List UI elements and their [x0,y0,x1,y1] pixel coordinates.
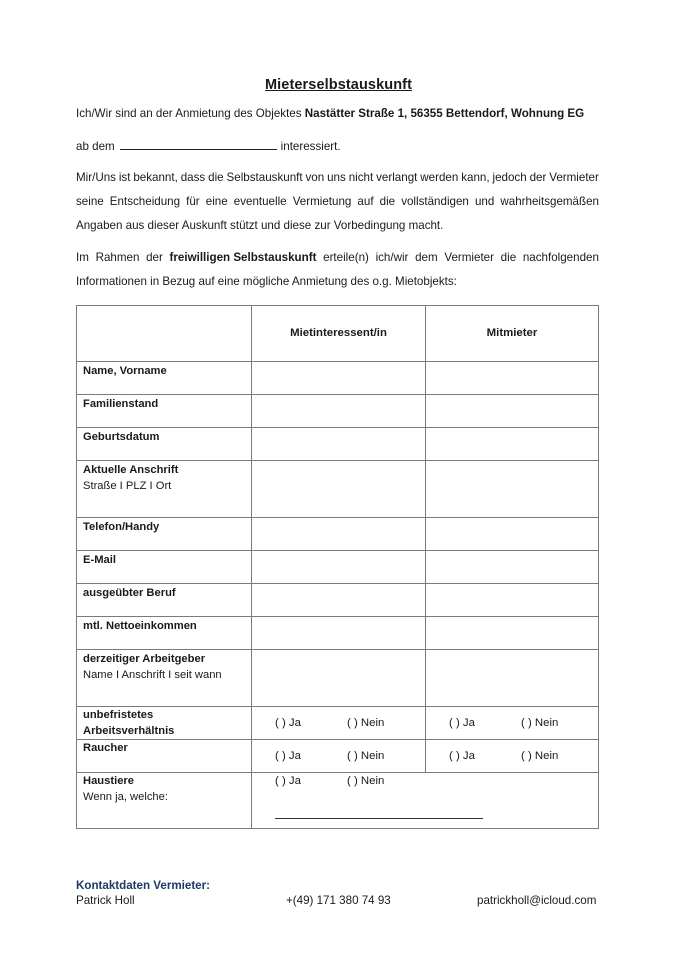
intro-line [76,107,584,120]
word: der [529,171,547,184]
word: Mir/Uns [76,171,116,184]
co-tenant-name-cell[interactable] [426,362,598,394]
date-suffix: interessiert. [280,140,341,153]
row-label-phone: Telefon/Handy [83,521,160,533]
word: ich/wir [375,251,409,264]
word: Selbstauskunft [226,171,303,184]
row-label-permanent-employment: unbefristetes Arbeitsverhältnis [83,709,175,737]
landlord-phone: +(49) 171 380 74 93 [286,894,391,907]
applicant-name-cell[interactable] [252,362,425,394]
word: die [379,195,396,208]
permanent-employment-applicant-no[interactable]: ( ) Nein [347,717,385,729]
word: Rahmen [95,251,140,264]
smoker-applicant-no[interactable]: ( ) Nein [347,750,385,762]
column-header-applicant: Mietinteressent/in [290,327,387,339]
word: für [186,195,200,208]
intro-prefix: Ich/Wir sind an der Anmietung des Objektes [76,107,305,120]
word: seine [76,195,104,208]
word: eine [205,195,228,208]
word: und [474,195,495,208]
word: von [305,171,325,184]
word: erteile(n) [323,251,369,264]
permanent-employment-co-tenant-yes[interactable]: ( ) Ja [449,717,475,729]
date-blank-field[interactable] [120,139,277,150]
landlord-contact-heading: Kontaktdaten Vermieter: [76,879,211,892]
permanent-employment-applicant-yes[interactable]: ( ) Ja [275,717,301,729]
word: Vermieter [549,171,599,184]
pets-which-blank-field[interactable] [275,818,483,819]
word: uns [327,171,346,184]
word: Vermietung [292,195,352,208]
row-label-net-income: mtl. Nettoeinkommen [83,620,197,632]
row-label-email: E-Mail [83,554,116,566]
word: ist [118,171,131,184]
word: dem [415,251,438,264]
row-label-occupation: ausgeübter Beruf [83,587,176,599]
row-label-name: Name, Vorname [83,365,167,377]
row-label-marital-status: Familienstand [83,398,159,410]
word: nicht [348,171,374,184]
row-label-address: Aktuelle Anschrift Straße I PLZ I Ort [83,464,179,492]
landlord-name: Patrick Holl [76,894,135,907]
smoker-co-tenant-no[interactable]: ( ) Nein [521,750,559,762]
self-disclosure-table [76,305,599,829]
object-address: Nastätter Straße 1, 56355 Bettendorf, Wohnung EG [304,107,585,120]
smoker-co-tenant-yes[interactable]: ( ) Ja [449,750,475,762]
row-label-birthdate: Geburtsdatum [83,431,160,443]
date-line [76,139,341,153]
word: freiwilligen Selbstauskunft [169,251,317,264]
word: nachfolgenden [522,251,599,264]
word: wahrheitsgemäßen [500,195,599,208]
paragraph1-line2 [76,195,599,208]
landlord-email: patrickholl@icloud.com [477,894,597,907]
date-prefix: ab dem [76,140,115,153]
word: Vermieter [444,251,494,264]
word: Entscheidung [109,195,181,208]
pets-yes[interactable]: ( ) Ja [275,775,301,787]
word: werden [420,171,459,184]
word: bekannt, [133,171,178,184]
word: kann, [461,171,490,184]
column-header-co-tenant: Mitmieter [486,327,538,339]
row-label-pets: Haustiere Wenn ja, welche: [83,775,168,803]
word: die [208,171,224,184]
smoker-applicant-yes[interactable]: ( ) Ja [275,750,301,762]
permanent-employment-co-tenant-no[interactable]: ( ) Nein [521,717,559,729]
word: der [146,251,163,264]
pets-no[interactable]: ( ) Nein [347,775,385,787]
word: die [500,251,517,264]
word: jedoch [492,171,527,184]
word: auf [357,195,374,208]
row-label-smoker: Raucher [83,742,128,754]
paragraph2-line1 [76,251,599,264]
paragraph1-line3: Angaben aus dieser Auskunft stützt und diese zur Vorbedingung macht. [76,219,444,232]
word: dass [180,171,206,184]
paragraph2-line2: Informationen in Bezug auf eine mögliche Anmietung des o.g. Mietobjekts: [76,275,457,288]
word: eventuelle [233,195,287,208]
document-title: Mieterselbstauskunft [264,77,413,93]
paragraph1-line1 [76,171,599,184]
word: verlangt [376,171,418,184]
word: vollständigen [401,195,469,208]
row-label-employer: derzeitiger Arbeitgeber Name I Anschrift I seit wann [83,653,222,681]
word: Im [76,251,89,264]
